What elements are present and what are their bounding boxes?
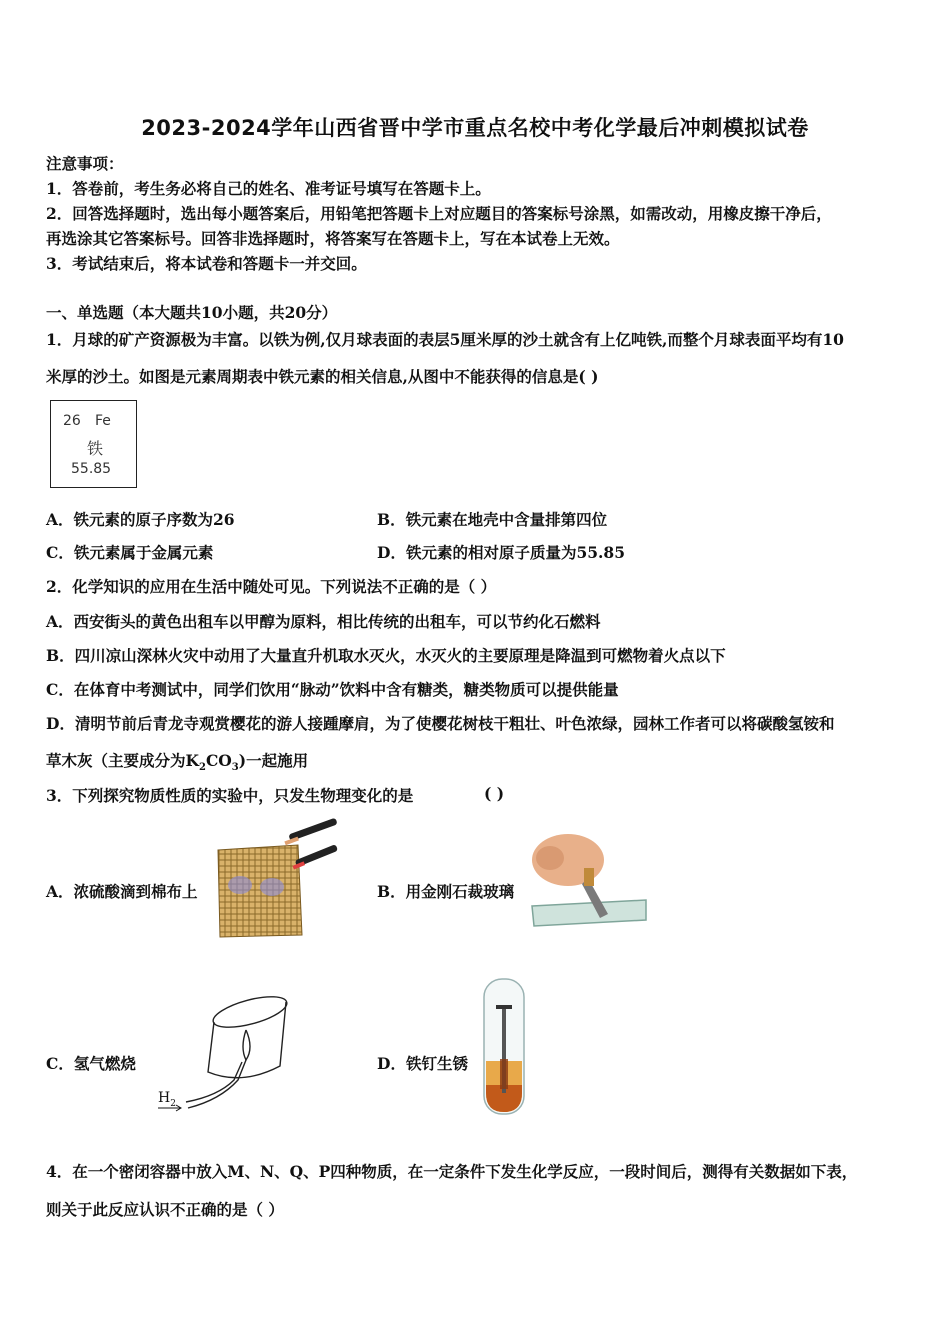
q1-stem-line2: 米厚的沙土。如图是元素周期表中铁元素的相关信息,从图中不能获得的信息是( ) [46, 367, 599, 386]
q3-option-b[interactable]: B．用金刚石裁玻璃 [377, 882, 515, 901]
q2-option-b[interactable]: B．四川凉山深林火灾中动用了大量直升机取水灭火，水灭火的主要原理是降温到可燃物着火点以下 [46, 646, 726, 665]
q2-stem: 2．化学知识的应用在生活中随处可见。下列说法不正确的是（ ） [46, 577, 497, 596]
subscript: 2 [198, 762, 206, 774]
notice-item: 3．考试结束后，将本试卷和答题卡一并交回。 [46, 254, 367, 273]
q1-option-a[interactable]: A．铁元素的原子序数为26 [46, 510, 235, 529]
page-title: 2023-2024学年山西省晋中学市重点名校中考化学最后冲刺模拟试卷 [141, 116, 809, 140]
text: )一起施用 [238, 751, 309, 770]
notice-item: 再选涂其它答案标号。回答非选择题时，将答案写在答题卡上，写在本试卷上无效。 [46, 229, 620, 248]
fe-element-card [50, 400, 137, 488]
rusting-nail-picture [478, 975, 533, 1120]
q3-option-d[interactable]: D．铁钉生锈 [377, 1054, 468, 1073]
q4-stem-line2: 则关于此反应认识不正确的是（ ） [46, 1200, 284, 1219]
section-heading: 一、单选题（本大题共10小题，共20分） [46, 303, 338, 322]
q2-option-c[interactable]: C．在体育中考测试中，同学们饮用“脉动”饮料中含有糖类，糖类物质可以提供能量 [46, 680, 619, 699]
subscript: 3 [231, 762, 239, 774]
q2-option-d-line1[interactable]: D．清明节前后青龙寺观赏樱花的游人接踵摩肩，为了使樱花树枝干粗壮、叶色浓绿，园林工作者可以将碳酸氢铵和 [46, 714, 835, 733]
cotton-cloth-acid-picture [210, 815, 340, 940]
notice-item: 1．答卷前，考生务必将自己的姓名、准考证号填写在答题卡上。 [46, 179, 491, 198]
svg-text:H2: $H_2$ [158, 1090, 176, 1109]
notice-heading: 注意事项： [46, 154, 124, 173]
answer-blank: ( ) [484, 784, 505, 803]
element-symbol: Fe [95, 413, 111, 429]
element-name: 铁 [87, 439, 104, 458]
q1-option-d[interactable]: D．铁元素的相对原子质量为55.85 [377, 543, 625, 562]
q2-option-a[interactable]: A．西安街头的黄色出租车以甲醇为原料，相比传统的出租车，可以节约化石燃料 [46, 612, 601, 631]
q3-option-c[interactable]: C．氢气燃烧 [46, 1054, 136, 1073]
notice-item: 2．回答选择题时，选出每小题答案后，用铅笔把答题卡上对应题目的答案标号涂黑，如需改动，用橡皮擦干净后， [46, 204, 832, 223]
q4-stem-line1: 4．在一个密闭容器中放入M、N、Q、P四种物质，在一定条件下发生化学反应，一段时间后，测得有关数据如下表， [46, 1162, 858, 1181]
text: CO [205, 751, 232, 770]
q1-stem-line1: 1．月球的矿产资源极为丰富。以铁为例,仅月球表面的表层5厘米厚的沙土就含有上亿吨铁,而整个月球表面平均有10 [46, 330, 844, 349]
diamond-glass-cutting-picture [528, 828, 648, 936]
atomic-number: 26 [63, 413, 81, 429]
q1-option-b[interactable]: B．铁元素在地壳中含量排第四位 [377, 510, 608, 529]
hydrogen-burning-picture [150, 990, 295, 1120]
q3-option-a[interactable]: A．浓硫酸滴到棉布上 [46, 882, 198, 901]
q1-option-c[interactable]: C．铁元素属于金属元素 [46, 543, 214, 562]
atomic-mass: 55.85 [71, 461, 112, 477]
q3-stem: 3．下列探究物质性质的实验中，只发生物理变化的是 [46, 786, 414, 805]
q2-option-d-line2[interactable] [46, 749, 308, 773]
text: 草木灰（主要成分为K [46, 751, 199, 770]
